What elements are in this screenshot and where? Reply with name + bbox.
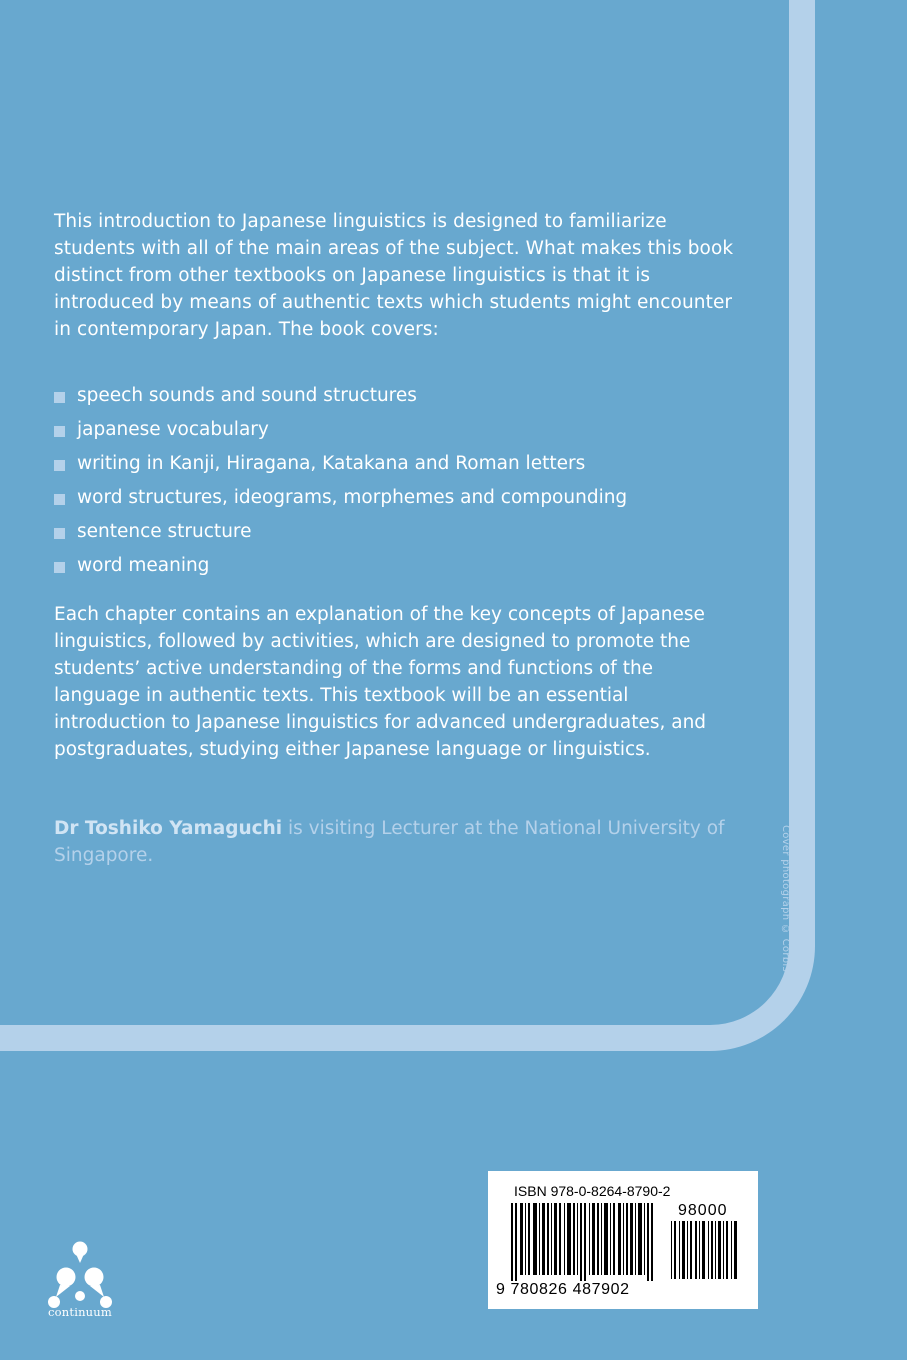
topic-text: japanese vocabulary xyxy=(77,419,269,440)
back-cover-copy xyxy=(54,208,744,869)
chapter-paragraph: Each chapter contains an explanation of the key concepts of Japanese linguistics, followed by activities, which are designed to promote the students’ active understanding of the forms and functions of the language in authentic texts. This textbook will be an essential introduction to Japanese linguistics for advanced undergraduates, and postgraduates, studying either Japanese language or linguistics. xyxy=(54,604,707,760)
topic-text: word meaning xyxy=(77,555,210,576)
list-item xyxy=(54,515,744,549)
barcode-digits: 9 780826 487902 xyxy=(496,1281,630,1298)
author-name: Dr Toshiko Yamaguchi xyxy=(54,818,283,839)
bullet-square-icon xyxy=(54,426,65,437)
list-item xyxy=(54,549,744,583)
topic-text: speech sounds and sound structures xyxy=(77,385,417,406)
topics-list xyxy=(54,379,744,583)
topic-text: sentence structure xyxy=(77,521,252,542)
list-item xyxy=(54,481,744,515)
intro-paragraph: This introduction to Japanese linguistics is designed to familiarize students with all of the main areas of the subject. What makes this book distinct from other textbooks on Japanese linguistics is that it is introduced by means of authentic texts which students might encounter in contemporary Japan. The book covers: xyxy=(54,211,734,340)
barcode-bars-icon xyxy=(509,1203,659,1281)
author-bio-text: is visiting Lecturer at the National University of Singapore. xyxy=(54,818,725,866)
list-item xyxy=(54,413,744,447)
publisher-name: continuum xyxy=(48,1305,112,1319)
isbn-label: ISBN 978-0-8264-8790-2 xyxy=(514,1183,671,1199)
author-bio xyxy=(54,815,744,869)
photo-credit: Cover photograph © Corbis xyxy=(780,825,791,972)
bullet-square-icon xyxy=(54,460,65,471)
price-code: 98000 xyxy=(678,1202,728,1219)
bullet-square-icon xyxy=(54,528,65,539)
bullet-square-icon xyxy=(54,562,65,573)
bullet-square-icon xyxy=(54,392,65,403)
list-item xyxy=(54,447,744,481)
bullet-square-icon xyxy=(54,494,65,505)
topic-text: word structures, ideograms, morphemes and compounding xyxy=(77,487,628,508)
list-item xyxy=(54,379,744,413)
barcode xyxy=(488,1171,758,1309)
barcode-addon-bars-icon xyxy=(671,1221,741,1279)
topic-text: writing in Kanji, Hiragana, Katakana and Roman letters xyxy=(77,453,586,474)
